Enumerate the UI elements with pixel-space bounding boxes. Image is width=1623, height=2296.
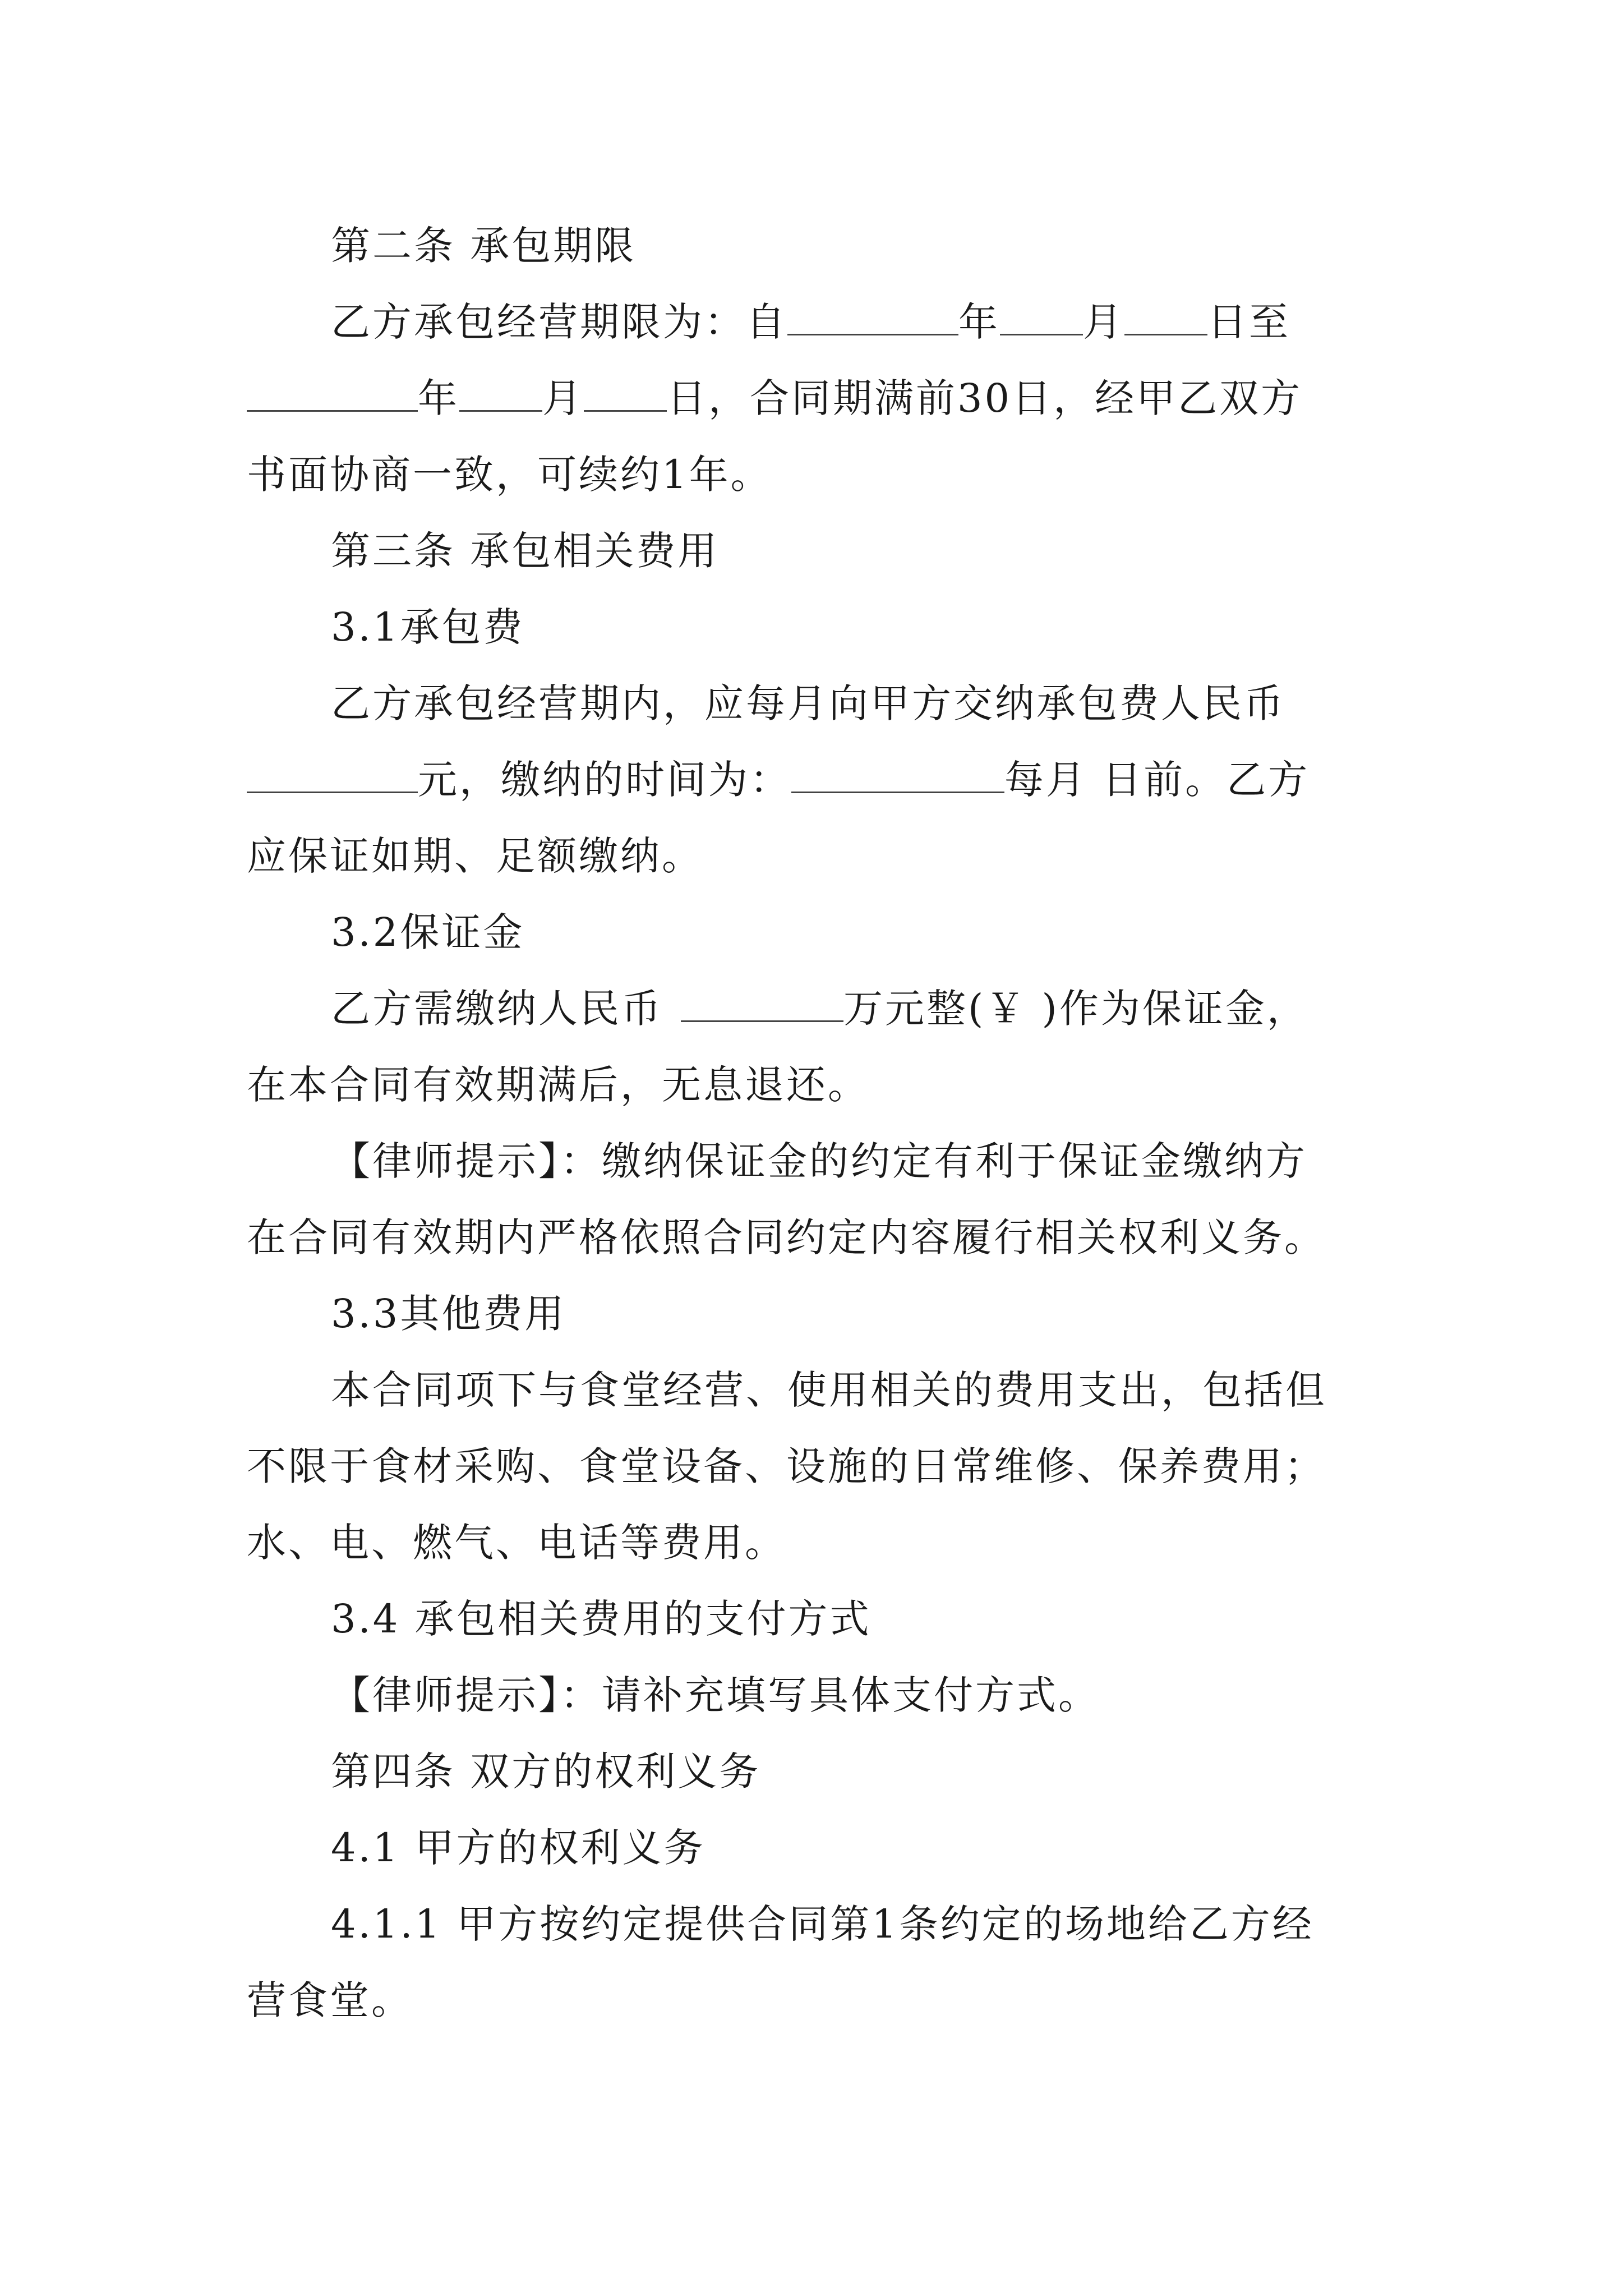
section-3-2-line-2: 在本合同有效期满后，无息退还。 <box>247 1062 869 1108</box>
lawyer-tip-1-line-2: 在合同有效期内严格依照合同约定内容履行相关权利义务。 <box>247 1214 1326 1260</box>
lawyer-tip-1-line-1: 【律师提示】：缴纳保证金的约定有利于保证金缴纳方 <box>331 1138 1307 1184</box>
blank-start-year <box>787 299 958 335</box>
section-3-2-heading: 3.2保证金 <box>331 909 525 955</box>
section-3-3-line-3: 水、电、燃气、电话等费用。 <box>247 1520 786 1566</box>
section-3-1-line-2: 元，缴纳的时间为： 每月 日前。乙方 <box>247 742 1385 818</box>
section-4-1-1-line-1: 4.1.1 甲方按约定提供合同第1条约定的场地给乙方经 <box>331 1901 1314 1947</box>
section-4-1-1-line-2: 营食堂。 <box>247 1977 413 2023</box>
blank-start-month <box>1000 299 1083 335</box>
document-body <box>247 208 1385 2039</box>
section-3-3-line-2: 不限于食材采购、食堂设备、设施的日常维修、保养费用； <box>247 1443 1326 1489</box>
section-3-4-heading: 3.4 承包相关费用的支付方式 <box>331 1596 872 1642</box>
section-3-1-heading: 3.1承包费 <box>331 604 525 650</box>
blank-payment-time <box>791 757 1004 793</box>
article-2-period-line-2: 年 月 日，合同期满前30日，经甲乙双方 <box>247 360 1385 436</box>
article-2-heading: 第二条 承包期限 <box>331 223 637 269</box>
blank-end-year <box>247 375 418 412</box>
section-3-1-line-3: 应保证如期、足额缴纳。 <box>247 833 703 879</box>
lawyer-tip-2: 【律师提示】：请补充填写具体支付方式。 <box>331 1672 1100 1718</box>
blank-deposit-amount <box>681 986 843 1022</box>
article-2-renewal: 书面协商一致，可续约1年。 <box>247 452 772 498</box>
article-4-heading: 第四条 双方的权利义务 <box>331 1749 761 1795</box>
article-2-period-line-1: 乙方承包经营期限为：自 年 月 日至 <box>331 299 1290 345</box>
section-3-3-heading: 3.3其他费用 <box>331 1291 566 1337</box>
blank-end-month <box>459 375 542 412</box>
section-4-1-heading: 4.1 甲方的权利义务 <box>331 1825 706 1871</box>
section-3-2-line-1: 乙方需缴纳人民币 万元整(￥ )作为保证金， <box>331 986 1308 1032</box>
section-3-3-line-1: 本合同项下与食堂经营、使用相关的费用支出，包括但 <box>331 1367 1327 1413</box>
article-3-heading: 第三条 承包相关费用 <box>331 528 720 574</box>
section-3-1-line-1: 乙方承包经营期内，应每月向甲方交纳承包费人民币 <box>331 680 1285 726</box>
blank-start-day <box>1124 299 1207 335</box>
blank-fee-amount <box>247 757 418 793</box>
blank-end-day <box>584 375 667 412</box>
